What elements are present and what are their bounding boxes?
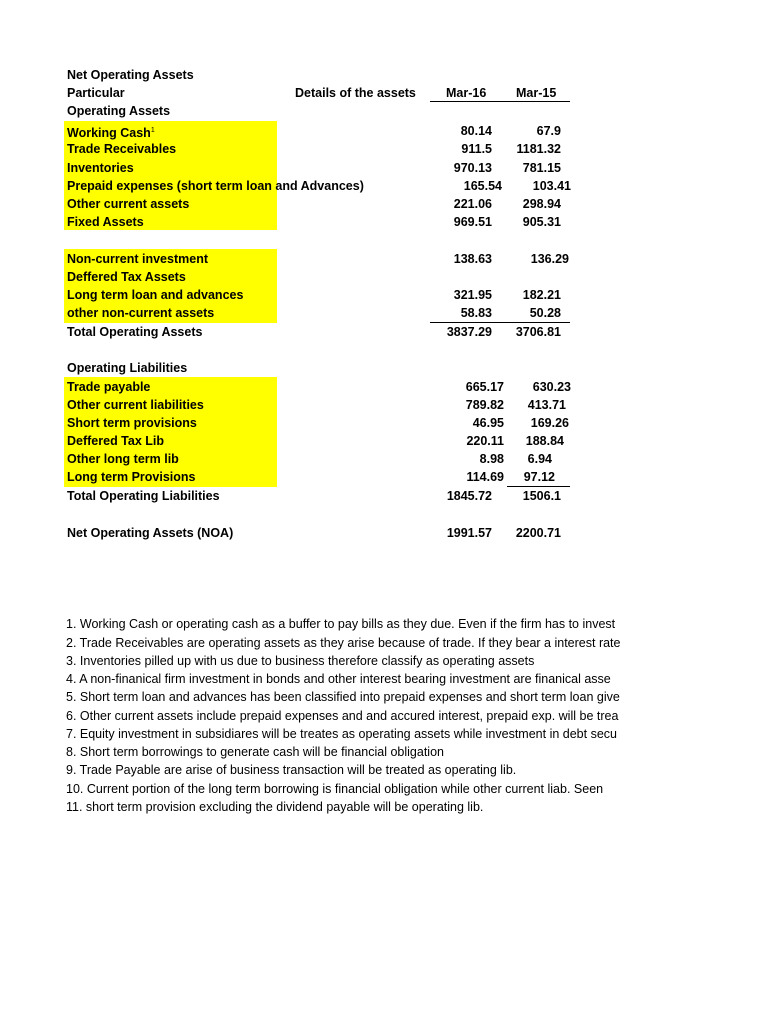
liability-value-mar15: 630.23 [532,380,571,394]
noncurrent-value-mar15: 136.29 [530,252,569,266]
total-assets-mar15: 3706.81 [515,325,561,339]
table-row [0,468,768,486]
asset-value-mar16: 970.13 [453,161,492,175]
asset-value-mar15: 1181.32 [516,142,561,156]
total-liabilities-row [0,487,768,505]
asset-label: Fixed Assets [67,215,144,229]
noa-label: Net Operating Assets (NOA) [67,526,234,540]
total-assets-row [0,323,768,341]
asset-value-mar15: 905.31 [522,215,561,229]
asset-value-mar16: 80.14 [460,124,492,138]
total-assets-label: Total Operating Assets [67,325,203,339]
asset-value-mar16: 969.51 [453,215,492,229]
noncurrent-label: Long term loan and advances [67,288,244,302]
asset-label: Trade Receivables [67,142,177,156]
noncurrent-label: Non-current investment [67,252,208,266]
noncurrent-value-mar15: 182.21 [522,288,561,302]
table-row [0,122,768,140]
asset-value-mar15: 781.15 [522,161,561,175]
liability-label: Other current liabilities [67,398,204,412]
table-row [0,450,768,468]
noncurrent-value-mar16: 58.83 [460,306,492,320]
asset-value-mar15: 298.94 [522,197,561,211]
header-mar15: Mar-15 [516,86,557,100]
liability-value-mar16: 665.17 [465,380,504,394]
asset-label: Working Cash [67,126,151,141]
total-liabilities-mar15: 1506.1 [522,489,561,503]
liability-value-mar16: 46.95 [472,416,504,430]
liability-value-mar16: 220.11 [466,434,504,448]
asset-value-mar16: 221.06 [453,197,492,211]
note-line: 7. Equity investment in subsidiares will be treates as operating assets while investment in debt secu [66,727,617,741]
note-line: 10. Current portion of the long term borrowing is financial obligation while other current liab. Seen [66,782,604,796]
noncurrent-value-mar16: 321.95 [453,288,492,302]
operating-liabilities-heading-row [0,359,768,377]
note-line: 2. Trade Receivables are operating assets as they arise because of trade. If they bear a interest rate [66,636,621,650]
note-line: 6. Other current assets include prepaid expenses and and accured interest, prepaid exp. will be trea [66,709,619,723]
total-liabilities-label: Total Operating Liabilities [67,489,220,503]
liability-label: Short term provisions [67,416,197,430]
table-row [0,396,768,414]
asset-label: Other current assets [67,197,190,211]
liability-label: Deffered Tax Lib [67,434,165,448]
table-row [0,195,768,213]
noa-row [0,524,768,542]
note-line: 8. Short term borrowings to generate cash will be financial obligation [66,745,444,759]
operating-assets-heading-row [0,102,768,120]
note-line: 11. short term provision excluding the dividend payable will be operating lib. [66,800,484,814]
noncurrent-label: other non-current assets [67,306,215,320]
header-particular: Particular [67,86,125,100]
table-row [0,159,768,177]
liability-value-mar15: 6.94 [527,452,552,466]
table-row [0,140,768,158]
total-assets-mar16: 3837.29 [446,325,492,339]
sheet-title: Net Operating Assets [67,68,194,82]
table-row [0,432,768,450]
operating-liabilities-heading: Operating Liabilities [67,361,188,375]
liability-value-mar16: 8.98 [479,452,504,466]
note-line: 4. A non-finanical firm investment in bonds and other interest bearing investment are finanical asse [66,672,611,686]
note-line: 5. Short term loan and advances has been classified into prepaid expenses and short term loan give [66,690,620,704]
liability-value-mar15: 413.71 [527,398,566,412]
table-row [0,268,768,286]
note-line: 9. Trade Payable are arise of business transaction will be treated as operating lib. [66,763,517,777]
noa-mar15: 2200.71 [515,526,561,540]
table-row [0,177,768,195]
asset-label: Prepaid expenses (short term loan and Advances) [67,179,364,193]
table-row [0,378,768,396]
liability-value-mar15: 188.84 [525,434,564,448]
note-line: 1. Working Cash or operating cash as a buffer to pay bills as they due. Even if the firm has to invest [66,617,616,631]
title-row [0,66,768,84]
operating-assets-heading: Operating Assets [67,104,171,118]
note-line: 3. Inventories pilled up with us due to business therefore classify as operating assets [66,654,535,668]
liability-label: Trade payable [67,380,151,394]
noncurrent-value-mar16: 138.63 [453,252,492,266]
header-mar16: Mar-16 [446,86,487,100]
liability-value-mar16: 114.69 [466,470,504,484]
asset-value-mar16: 911.5 [461,142,492,156]
asset-value-mar15: 67.9 [536,124,561,138]
header-row [0,84,768,102]
noncurrent-label: Deffered Tax Assets [67,270,186,284]
noncurrent-value-mar15: 50.28 [529,306,561,320]
asset-value-mar15: 103.41 [532,179,571,193]
total-liabilities-mar16: 1845.72 [446,489,492,503]
table-row [0,304,768,322]
table-row [0,414,768,432]
liability-value-mar15: 97.12 [523,470,555,484]
liability-label: Long term Provisions [67,470,196,484]
liability-value-mar16: 789.82 [465,398,504,412]
footnote-marker: 1 [150,127,155,134]
asset-label: Inventories [67,161,134,175]
table-row [0,286,768,304]
liability-value-mar15: 169.26 [530,416,569,430]
noa-mar16: 1991.57 [446,526,492,540]
table-row [0,213,768,231]
asset-value-mar16: 165.54 [463,179,502,193]
header-details: Details of the assets [295,86,416,100]
liability-label: Other long term lib [67,452,179,466]
table-row [0,250,768,268]
